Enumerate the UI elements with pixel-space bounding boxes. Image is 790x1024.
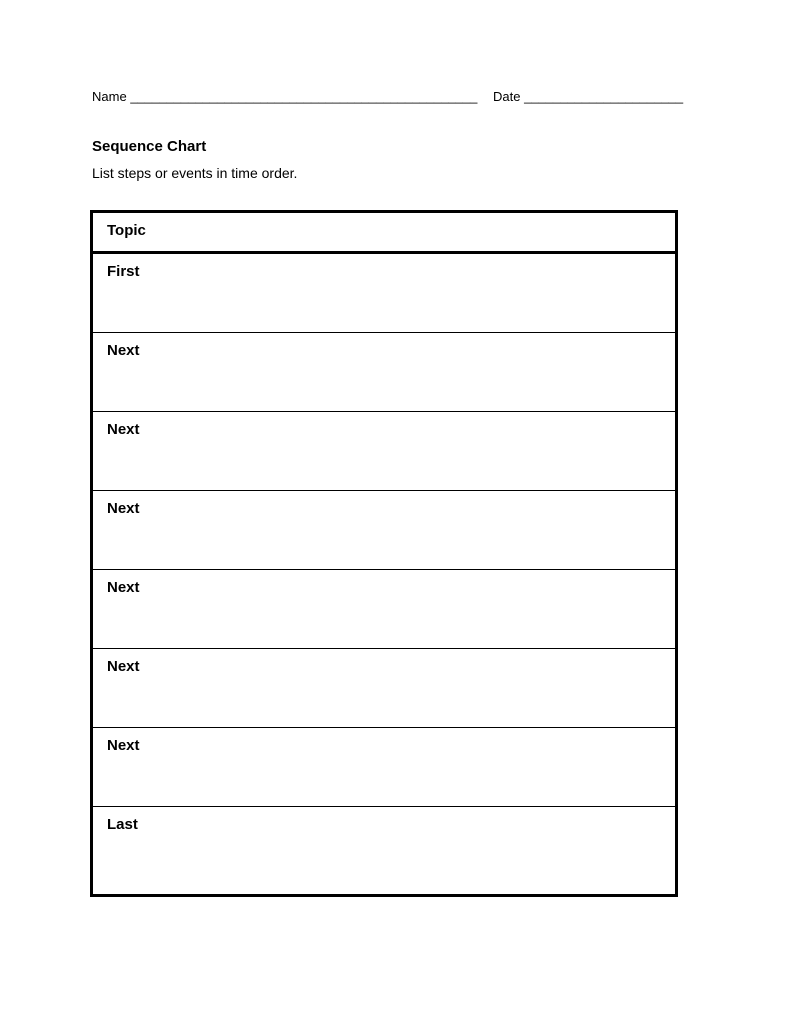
header-fields xyxy=(92,89,702,104)
row-label: Next xyxy=(107,500,140,517)
row-label: Next xyxy=(107,658,140,675)
sequence-row-last xyxy=(93,807,675,892)
sequence-row-next-3 xyxy=(93,491,675,570)
topic-label: Topic xyxy=(107,222,146,239)
name-label: Name xyxy=(92,89,127,104)
page-title: Sequence Chart xyxy=(92,138,207,155)
row-label: First xyxy=(107,263,140,280)
sequence-row-next-6 xyxy=(93,728,675,807)
topic-row xyxy=(93,213,675,254)
sequence-row-next-2 xyxy=(93,412,675,491)
date-field xyxy=(493,89,683,104)
row-label: Last xyxy=(107,816,138,833)
row-label: Next xyxy=(107,737,140,754)
sequence-chart-table xyxy=(90,210,678,897)
row-label: Next xyxy=(107,342,140,359)
page-subtitle: List steps or events in time order. xyxy=(92,165,298,181)
date-blank-line: ______________________ xyxy=(524,89,684,104)
name-field xyxy=(92,89,477,104)
sequence-row-next-5 xyxy=(93,649,675,728)
name-blank-line: ________________________________________________ xyxy=(130,89,478,104)
sequence-row-next-1 xyxy=(93,333,675,412)
date-label: Date xyxy=(492,89,521,104)
sequence-row-next-4 xyxy=(93,570,675,649)
row-label: Next xyxy=(107,579,140,596)
row-label: Next xyxy=(107,421,140,438)
sequence-row-first xyxy=(93,254,675,333)
